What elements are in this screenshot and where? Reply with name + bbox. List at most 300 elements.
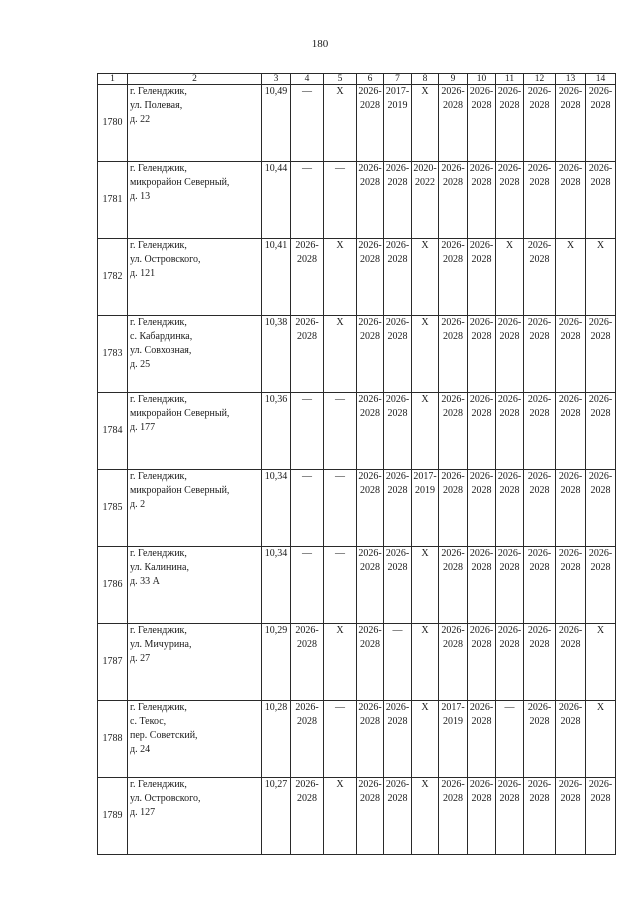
period-line: 2017- [385,86,410,97]
area-cell: 10,29 [262,624,291,701]
period-line: 2026- [441,240,465,251]
period-line: 2026- [358,163,382,174]
address-line: д. 127 [130,807,156,818]
period-line: 2028 [499,331,520,342]
row-number: 1783 [98,316,128,393]
address-cell [128,393,262,470]
period-line: 2028 [529,100,550,111]
period-line: 2028 [387,331,408,342]
period-line: 2028 [443,562,463,573]
period-cell [586,162,616,239]
period-line: 2026- [497,86,522,97]
address-line: д. 24 [130,744,151,755]
period-cell [412,85,439,162]
period-line: Х [336,240,344,251]
period-cell [524,162,556,239]
period-line: 2026- [527,317,552,328]
period-line: 2026- [558,163,583,174]
period-cell [468,778,496,855]
period-line: 2026- [497,625,522,636]
period-cell [324,316,357,393]
period-line: 2026- [469,779,494,790]
period-line: Х [421,702,429,713]
period-line: 2028 [529,254,550,265]
period-cell [324,162,357,239]
address-cell [128,239,262,316]
period-cell [556,162,586,239]
period-cell [324,393,357,470]
area-cell: 10,34 [262,547,291,624]
address-line: д. 25 [130,359,151,370]
period-line: 2028 [471,177,492,188]
address-line: г. Геленджик, [130,86,187,97]
period-cell [524,547,556,624]
period-cell [556,239,586,316]
period-line: Х [505,240,514,251]
period-cell [384,393,412,470]
period-line: 2019 [443,716,463,727]
period-line: 2028 [360,639,380,650]
period-cell [324,85,357,162]
area-cell: 10,36 [262,393,291,470]
period-cell [468,162,496,239]
row-number: 1786 [98,547,128,624]
period-cell [357,162,384,239]
address-line: г. Геленджик, [130,625,187,636]
period-cell [291,239,324,316]
period-line: 2026- [497,163,522,174]
period-cell [556,393,586,470]
period-line: 2026- [358,548,382,559]
row-number: 1782 [98,239,128,316]
period-cell [524,778,556,855]
period-line: 2026- [497,779,522,790]
address-line: д. 33 А [130,576,160,587]
period-line: 2028 [560,793,581,804]
period-cell [439,778,468,855]
period-cell [291,778,324,855]
period-line: 2028 [560,100,581,111]
column-header: 12 [524,74,556,85]
repair-schedule-table [97,73,616,855]
period-cell [412,547,439,624]
period-line: 2026- [497,317,522,328]
period-line: Х [421,317,429,328]
period-line: 2026- [469,317,494,328]
address-line: д. 13 [130,191,151,202]
period-cell [384,85,412,162]
period-line: 2028 [443,639,463,650]
period-line: Х [421,86,429,97]
period-line: 2028 [499,793,520,804]
period-line: 2026- [558,779,583,790]
period-line: 2028 [590,331,611,342]
period-line: 2028 [360,485,380,496]
address-line: д. 121 [130,268,156,279]
period-line: 2026- [385,394,410,405]
period-line: Х [336,317,344,328]
period-line: 2028 [443,331,463,342]
period-cell [412,470,439,547]
period-cell [524,701,556,778]
column-header: 5 [324,74,357,85]
address-line: ул. Мичурина, [130,639,192,650]
period-line: 2028 [387,562,408,573]
period-line: 2019 [415,485,435,496]
address-cell [128,316,262,393]
period-cell [496,701,524,778]
period-line: 2028 [529,177,550,188]
period-line: 2026- [558,317,583,328]
period-line: 2026- [469,86,494,97]
period-cell [324,701,357,778]
period-line: 2028 [560,408,581,419]
period-line: 2028 [529,408,550,419]
period-cell [524,85,556,162]
address-line: д. 177 [130,422,156,433]
address-line: ул. Полевая, [130,100,183,111]
period-line: — [302,86,312,97]
row-number: 1781 [98,162,128,239]
period-cell [357,393,384,470]
period-line: 2026- [527,163,552,174]
period-line: 2017- [441,702,465,713]
page-number: 180 [311,38,329,50]
period-line: 2026- [588,86,613,97]
period-line: 2026- [441,163,465,174]
period-line: Х [421,779,429,790]
period-cell [291,701,324,778]
period-line: 2028 [529,716,550,727]
address-line: д. 2 [130,499,146,510]
period-line: 2026- [558,394,583,405]
period-line: 2026- [358,471,382,482]
period-line: 2028 [387,485,408,496]
column-header: 13 [556,74,586,85]
period-line: 2028 [443,100,463,111]
period-cell [412,316,439,393]
period-line: 2026- [497,548,522,559]
period-line: 2028 [443,177,463,188]
column-header: 10 [468,74,496,85]
period-line: 2026- [441,471,465,482]
period-line: 2028 [471,716,492,727]
address-line: ул. Островского, [130,254,201,265]
period-line: Х [596,240,605,251]
period-line: Х [421,394,429,405]
period-line: 2028 [443,793,463,804]
period-line: 2028 [387,408,408,419]
period-line: 2026- [358,625,382,636]
area-cell: 10,49 [262,85,291,162]
column-header: 2 [128,74,262,85]
period-cell [357,85,384,162]
table-row [98,778,616,855]
period-line: — [504,702,515,713]
period-cell [586,239,616,316]
period-line: 2026- [385,702,410,713]
period-cell [439,470,468,547]
period-line: 2026- [588,163,613,174]
period-line: 2028 [590,177,611,188]
period-cell [468,239,496,316]
period-line: 2026- [558,625,583,636]
period-cell [468,316,496,393]
address-line: ул. Островского, [130,793,201,804]
period-line: — [335,548,345,559]
period-cell [524,393,556,470]
area-cell: 10,27 [262,778,291,855]
period-line: 2019 [387,100,408,111]
period-cell [384,547,412,624]
period-cell [496,316,524,393]
period-line: 2026- [527,625,552,636]
period-cell [556,316,586,393]
period-cell [496,162,524,239]
period-line: 2028 [297,793,317,804]
period-cell [324,624,357,701]
period-line: 2022 [415,177,435,188]
period-line: 2028 [471,408,492,419]
period-line: 2026- [558,702,583,713]
table-row [98,393,616,470]
address-line: ул. Калинина, [130,562,189,573]
period-cell [496,778,524,855]
period-line: — [302,394,312,405]
period-cell [324,778,357,855]
period-cell [496,624,524,701]
table-row [98,701,616,778]
table-row [98,162,616,239]
period-line: — [302,548,312,559]
period-line: 2026- [385,317,410,328]
address-line: г. Геленджик, [130,702,187,713]
period-line: 2026- [441,394,465,405]
period-cell [412,393,439,470]
period-line: — [335,702,345,713]
period-line: 2026- [527,471,552,482]
period-cell [586,547,616,624]
period-line: 2026- [558,471,583,482]
row-number: 1788 [98,701,128,778]
address-line: г. Геленджик, [130,779,187,790]
period-line: 2026- [358,702,382,713]
period-line: 2026- [469,625,494,636]
address-cell [128,778,262,855]
address-line: микрорайон Северный, [130,408,230,419]
period-cell [586,316,616,393]
period-cell [291,547,324,624]
period-line: 2028 [560,331,581,342]
period-line: 2026- [441,779,465,790]
period-line: 2026- [358,86,382,97]
period-line: — [335,394,345,405]
column-header: 4 [291,74,324,85]
period-line: 2026- [358,394,382,405]
period-cell [291,85,324,162]
period-line: 2028 [471,254,492,265]
period-cell [439,393,468,470]
period-line: 2026- [558,86,583,97]
address-line: д. 22 [130,114,151,125]
period-line: 2026- [527,702,552,713]
period-cell [357,701,384,778]
period-cell [496,239,524,316]
period-cell [291,470,324,547]
period-cell [496,470,524,547]
period-cell [412,778,439,855]
column-header: 3 [262,74,291,85]
period-cell [439,624,468,701]
period-cell [468,624,496,701]
period-cell [412,624,439,701]
period-cell [384,239,412,316]
row-number: 1785 [98,470,128,547]
row-number: 1789 [98,778,128,855]
period-line: — [302,163,312,174]
period-line: 2028 [360,562,380,573]
column-header: 1 [98,74,128,85]
period-cell [384,701,412,778]
table-row [98,470,616,547]
period-line: 2028 [360,177,380,188]
period-cell [357,778,384,855]
period-line: 2028 [560,639,581,650]
period-line: Х [421,240,429,251]
period-cell [439,239,468,316]
column-header: 6 [357,74,384,85]
period-line: 2026- [497,471,522,482]
period-line: 2017- [413,471,437,482]
period-cell [524,316,556,393]
period-line: 2026- [441,317,465,328]
period-line: 2026- [588,471,613,482]
period-line: Х [421,548,429,559]
address-cell [128,470,262,547]
period-line: — [392,625,403,636]
period-cell [291,393,324,470]
period-line: 2026- [385,240,410,251]
period-line: Х [336,625,344,636]
period-line: Х [566,240,575,251]
period-line: 2028 [297,254,317,265]
period-line: 2028 [529,562,550,573]
address-line: г. Геленджик, [130,317,187,328]
area-cell: 10,34 [262,470,291,547]
period-cell [496,393,524,470]
period-line: Х [596,702,605,713]
address-line: г. Геленджик, [130,163,187,174]
period-line: 2026- [295,240,319,251]
row-number: 1787 [98,624,128,701]
table-row [98,239,616,316]
period-line: 2026- [295,625,319,636]
period-line: 2026- [527,548,552,559]
period-line: 2028 [360,254,380,265]
period-line: 2028 [590,100,611,111]
period-line: 2028 [560,485,581,496]
address-line: с. Текос, [130,716,167,727]
period-cell [586,701,616,778]
row-number: 1780 [98,85,128,162]
period-line: 2028 [471,485,492,496]
period-line: 2028 [590,485,611,496]
period-cell [412,239,439,316]
table-row [98,624,616,701]
period-cell [324,239,357,316]
period-cell [384,624,412,701]
period-line: 2028 [560,177,581,188]
period-line: 2026- [588,317,613,328]
period-line: 2028 [590,408,611,419]
table-row [98,85,616,162]
period-cell [468,85,496,162]
period-cell [586,470,616,547]
area-cell: 10,41 [262,239,291,316]
period-cell [384,162,412,239]
period-cell [357,624,384,701]
period-line: 2028 [360,331,380,342]
area-cell: 10,28 [262,701,291,778]
period-line: 2026- [469,163,494,174]
period-line: 2026- [497,394,522,405]
period-cell [439,701,468,778]
period-line: 2026- [588,394,613,405]
period-line: 2028 [297,716,317,727]
period-line: 2028 [471,562,492,573]
period-line: 2028 [443,408,463,419]
period-line: 2028 [529,793,550,804]
period-line: 2026- [441,86,465,97]
address-line: с. Кабардинка, [130,331,193,342]
period-cell [357,316,384,393]
period-cell [412,701,439,778]
address-line: ул. Совхозная, [130,345,192,356]
period-line: 2028 [387,177,408,188]
address-cell [128,624,262,701]
period-cell [524,624,556,701]
period-line: 2026- [385,548,410,559]
period-line: 2028 [590,793,611,804]
period-line: 2028 [471,639,492,650]
period-line: 2026- [527,394,552,405]
address-line: микрорайон Северный, [130,177,230,188]
period-cell [324,470,357,547]
period-line: 2028 [360,716,380,727]
period-line: 2028 [499,177,520,188]
period-line: 2028 [443,485,463,496]
column-number-row [98,74,616,85]
period-cell [412,162,439,239]
period-line: 2028 [529,639,550,650]
period-cell [291,316,324,393]
period-line: 2026- [385,163,410,174]
period-line: — [302,471,312,482]
period-line: 2028 [499,485,520,496]
period-cell [586,393,616,470]
period-line: 2026- [469,240,494,251]
period-cell [291,162,324,239]
period-line: 2026- [295,779,319,790]
period-line: 2026- [295,317,319,328]
period-line: 2028 [560,716,581,727]
period-line: Х [421,625,429,636]
column-header: 9 [439,74,468,85]
period-line: 2028 [297,331,317,342]
period-line: 2026- [469,702,494,713]
period-cell [556,547,586,624]
period-cell [439,85,468,162]
